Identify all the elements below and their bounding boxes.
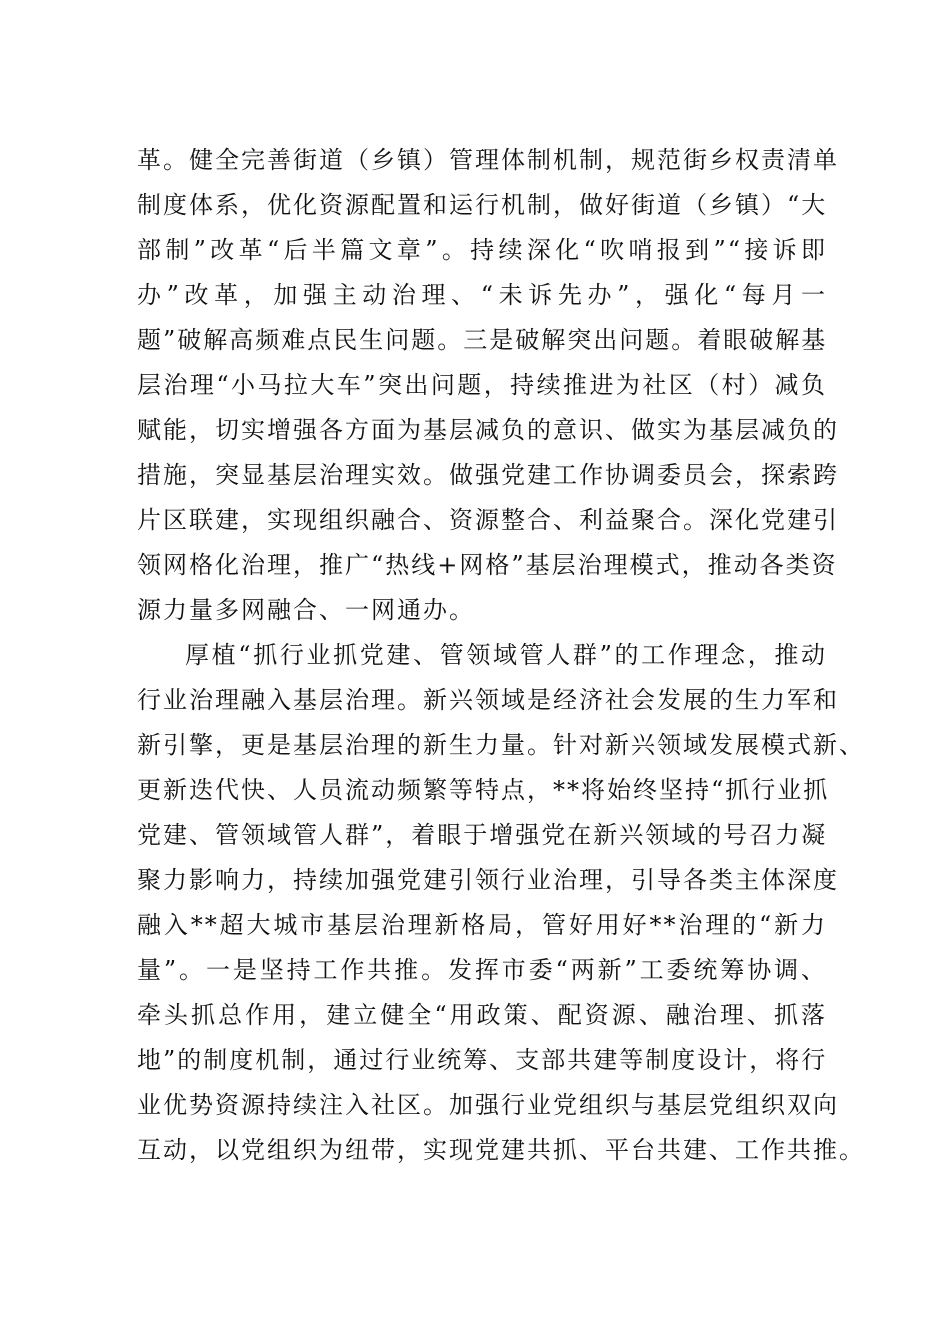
text-line: 业优势资源持续注入社区。加强行业党组织与基层党组织双向 <box>137 1091 839 1119</box>
text-line: 源力量多网融合、一网通办。 <box>137 596 475 624</box>
text-line: 厚植“抓行业抓党建、管领域管人群”的工作理念，推动 <box>185 641 827 669</box>
text-line: 新引擎，更是基层治理的新生力量。针对新兴领域发展模式新、 <box>137 731 865 759</box>
text-line: 赋能，切实增强各方面为基层减负的意识、做实为基层减负的 <box>137 416 839 444</box>
text-line: 部制”改革“后半篇文章”。持续深化“吹哨报到”“接诉即 <box>137 236 827 264</box>
text-line: 措施，突显基层治理实效。做强党建工作协调委员会，探索跨 <box>137 461 839 489</box>
text-line: 更新迭代快、人员流动频繁等特点，**将始终坚持“抓行业抓 <box>137 776 830 804</box>
text-line: 融入**超大城市基层治理新格局，管好用好**治理的“新力 <box>137 911 827 939</box>
text-line: 党建、管领域管人群”，着眼于增强党在新兴领域的号召力凝 <box>137 821 828 849</box>
text-line: 制度体系，优化资源配置和运行机制，做好街道（乡镇）“大 <box>137 191 828 219</box>
text-line: 互动，以党组织为纽带，实现党建共抓、平台共建、工作共推。 <box>137 1136 865 1164</box>
text-line: 办”改革，加强主动治理、“未诉先办”，强化“每月一 <box>137 281 827 309</box>
text-line: 量”。一是坚持工作共推。发挥市委“两新”工委统筹协调、 <box>137 956 827 984</box>
body-text <box>137 138 865 1173</box>
text-line: 行业治理融入基层治理。新兴领域是经济社会发展的生力军和 <box>137 686 839 714</box>
paragraph-1 <box>137 138 839 633</box>
text-line: 片区联建，实现组织融合、资源整合、利益聚合。深化党建引 <box>137 506 839 534</box>
paragraph-2 <box>137 633 865 1173</box>
text-line: 领网格化治理，推广“热线+网格”基层治理模式，推动各类资 <box>137 551 838 579</box>
text-line: 牵头抓总作用，建立健全“用政策、配资源、融治理、抓落 <box>137 1001 827 1029</box>
text-line: 地”的制度机制，通过行业统筹、支部共建等制度设计，将行 <box>137 1046 828 1074</box>
text-line: 革。健全完善街道（乡镇）管理体制机制，规范街乡权责清单 <box>137 146 839 174</box>
text-line: 聚力影响力，持续加强党建引领行业治理，引导各类主体深度 <box>137 866 839 894</box>
text-line: 层治理“小马拉大车”突出问题，持续推进为社区（村）减负 <box>137 371 827 399</box>
text-line: 题”破解高频难点民生问题。三是破解突出问题。着眼破解基 <box>137 326 828 354</box>
